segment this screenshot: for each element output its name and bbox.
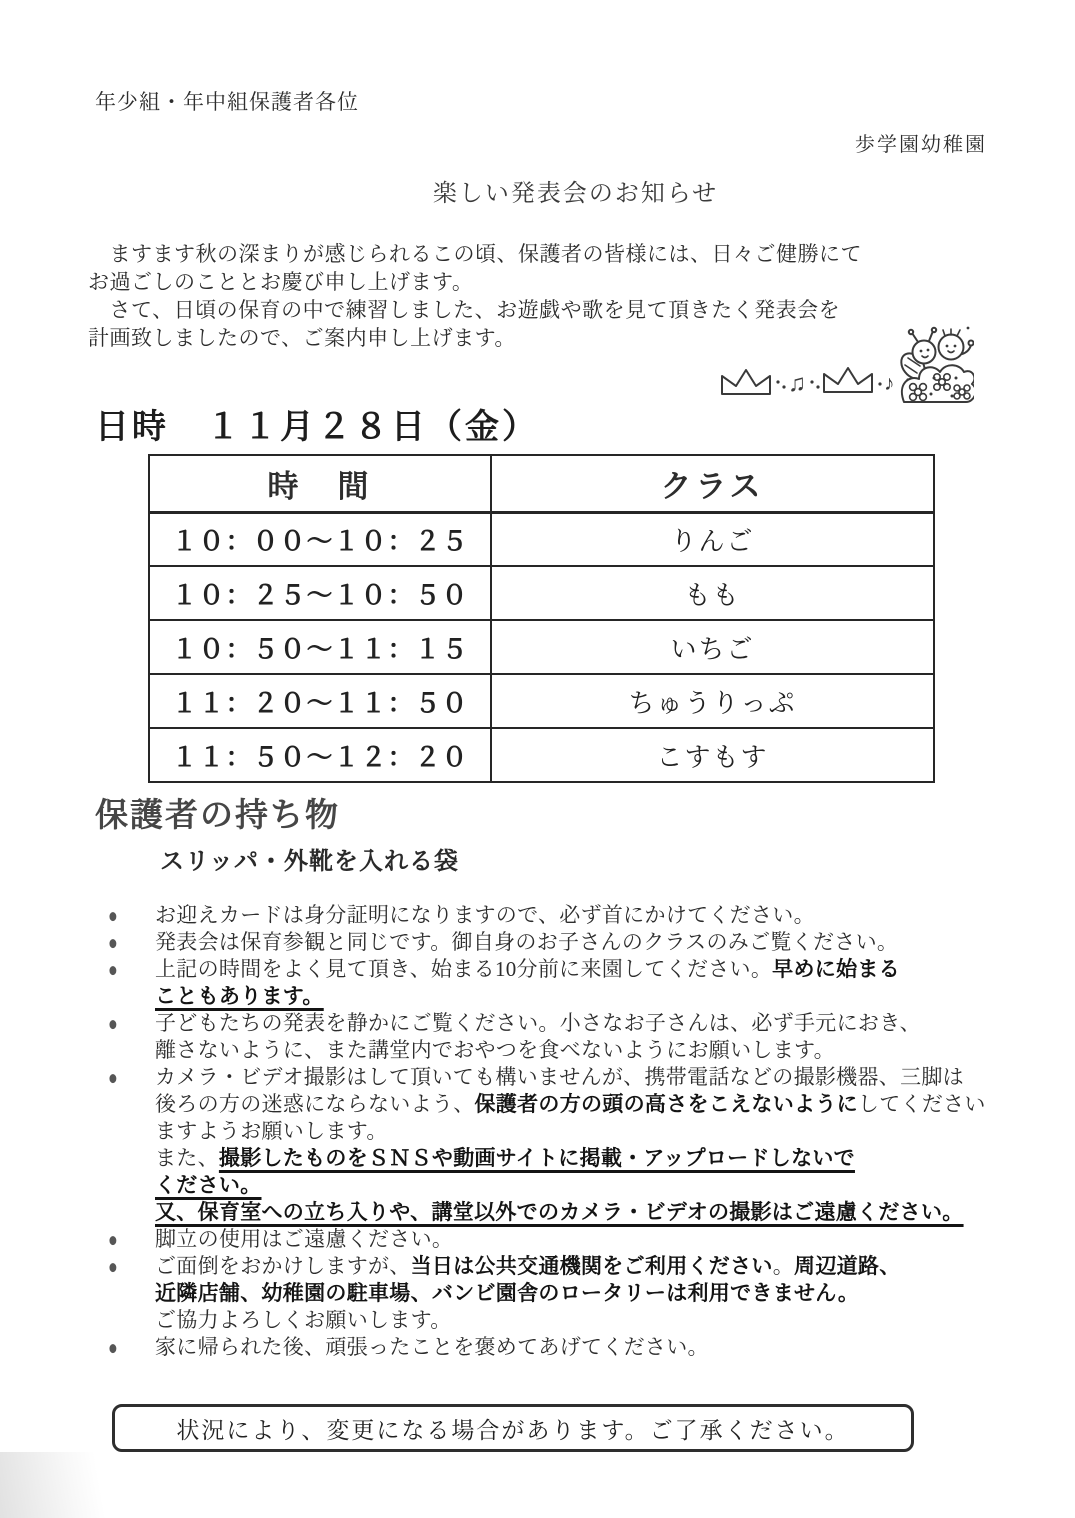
recipient: 年少組・年中組保護者各位	[95, 90, 359, 114]
table-row	[149, 728, 934, 782]
bullet-icon: ●	[108, 932, 118, 955]
list-item	[0, 902, 1075, 929]
child-character	[939, 327, 974, 360]
footer-notice-box	[112, 1404, 914, 1452]
note-text-bold-underline: こともあります。	[155, 985, 324, 1008]
class-cell: もも	[491, 566, 934, 620]
bullet-icon: ●	[108, 1013, 118, 1036]
column-header-time: 時 間	[149, 455, 491, 512]
time-cell: １０：５０～１１：１５	[149, 620, 491, 674]
note-text: 子どもたちの発表を静かにご覧ください。小さなお子さんは、必ず手元におき、	[155, 1011, 921, 1035]
note-text-bold-underline: 又、保育室への立ち入りや、講堂以外でのカメラ・ビデオの撮影はご遠慮ください。	[155, 1201, 964, 1224]
intro-line: 計画致しましたので、ご案内申し上げます。	[88, 326, 516, 350]
intro-line: さて、日頃の保育の中で練習しました、お遊戯や歌を見て頂きたく発表会を	[88, 298, 841, 322]
crown-icon	[824, 368, 872, 392]
bullet-icon: ●	[108, 1337, 118, 1360]
intro-line: お過ごしのこととお慶び申し上げます。	[88, 270, 474, 294]
bullet-icon: ●	[108, 1256, 118, 1279]
note-text: 上記の時間をよく見て頂き、始まる10分前に来園してください。	[155, 957, 773, 981]
class-cell: いちご	[491, 620, 934, 674]
note-text: お迎えカードは身分証明になりますので、必ず首にかけてください。	[155, 903, 815, 927]
list-item	[0, 1010, 1075, 1064]
note-text: 後ろの方の迷惑にならないよう、	[155, 1092, 475, 1116]
belongings-item: スリッパ・外靴を入れる袋	[160, 848, 460, 875]
time-cell: １１：５０～１２：２０	[149, 728, 491, 782]
table-row	[149, 512, 934, 566]
bullet-icon: ●	[108, 1229, 118, 1252]
note-text: ご面倒をおかけしますが、	[155, 1254, 411, 1278]
note-text: 離さないように、また講堂内でおやつを食べないようにお願いします。	[155, 1038, 835, 1062]
notes-list	[0, 902, 1075, 1361]
class-cell: ちゅうりっぷ	[491, 674, 934, 728]
list-item	[0, 1064, 1075, 1226]
bullet-icon: ●	[108, 905, 118, 928]
belongings-heading: 保護者の持ち物	[95, 796, 340, 833]
bullet-icon: ●	[108, 959, 118, 982]
note-text: ますようお願いします。	[155, 1119, 388, 1143]
note-text: ご協力よろしくお願いします。	[155, 1308, 452, 1332]
music-note-icon: ♪	[884, 371, 895, 395]
note-text: 発表会は保育参観と同じです。御自身のお子さんのクラスのみご覧ください。	[155, 930, 899, 954]
class-cell: りんご	[491, 512, 934, 566]
note-text-bold: 周辺道路、	[794, 1255, 901, 1278]
note-text-bold: 早めに始まる	[772, 958, 900, 981]
bullet-icon: ●	[108, 1067, 118, 1090]
note-text-bold: 近隣店舗、幼稚園の駐車場、バンビ園舎のロータリーは利用できません。	[155, 1282, 860, 1305]
note-text-bold: 当日は公共交通機関をご利用ください	[410, 1255, 773, 1278]
column-header-class: クラス	[491, 455, 934, 512]
intro-line: ますます秋の深まりが感じられるこの頃、保護者の皆様には、日々ご健勝にて	[88, 242, 862, 266]
list-item	[0, 1226, 1075, 1253]
note-text-bold: 保護者の方の頭の高さをこえないように	[474, 1093, 858, 1116]
date-heading: 日時 １１月２８日（金）	[95, 408, 539, 446]
crown-icon	[722, 370, 770, 394]
class-cell: こすもす	[491, 728, 934, 782]
time-cell: １０：００～１０：２５	[149, 512, 491, 566]
children-illustration	[712, 320, 974, 404]
table-header-row	[149, 455, 934, 512]
note-text: 家に帰られた後、頑張ったことを褒めてあげてください。	[155, 1335, 709, 1359]
note-text: カメラ・ビデオ撮影はして頂いても構いませんが、携帯電話などの撮影機器、三脚は	[155, 1065, 964, 1089]
time-cell: １１：２０～１１：５０	[149, 674, 491, 728]
note-text: また、	[155, 1146, 219, 1170]
note-text-bold-underline: 撮影したものをＳＮＳや動画サイトに掲載・アップロードしないで	[218, 1147, 855, 1170]
list-item	[0, 1253, 1075, 1334]
school-name: 歩学園幼稚園	[855, 134, 987, 156]
table-row	[149, 566, 934, 620]
note-text: 脚立の使用はご遠慮ください。	[155, 1227, 454, 1251]
list-item	[0, 1334, 1075, 1361]
footer-notice-text: 状況により、変更になる場合があります。ご了承ください。	[176, 1416, 850, 1443]
note-text-bold-underline: ください。	[155, 1174, 262, 1197]
list-item	[0, 956, 1075, 1010]
time-cell: １０：２５～１０：５０	[149, 566, 491, 620]
page-title: 楽しい発表会のお知らせ	[432, 181, 719, 207]
table-row	[149, 620, 934, 674]
note-text: 。	[772, 1254, 795, 1278]
list-item	[0, 929, 1075, 956]
scan-artifact	[0, 1452, 130, 1518]
schedule-table	[148, 454, 935, 783]
table-row	[149, 674, 934, 728]
music-note-icon: ♫	[788, 371, 806, 397]
note-text: してください	[857, 1092, 986, 1116]
